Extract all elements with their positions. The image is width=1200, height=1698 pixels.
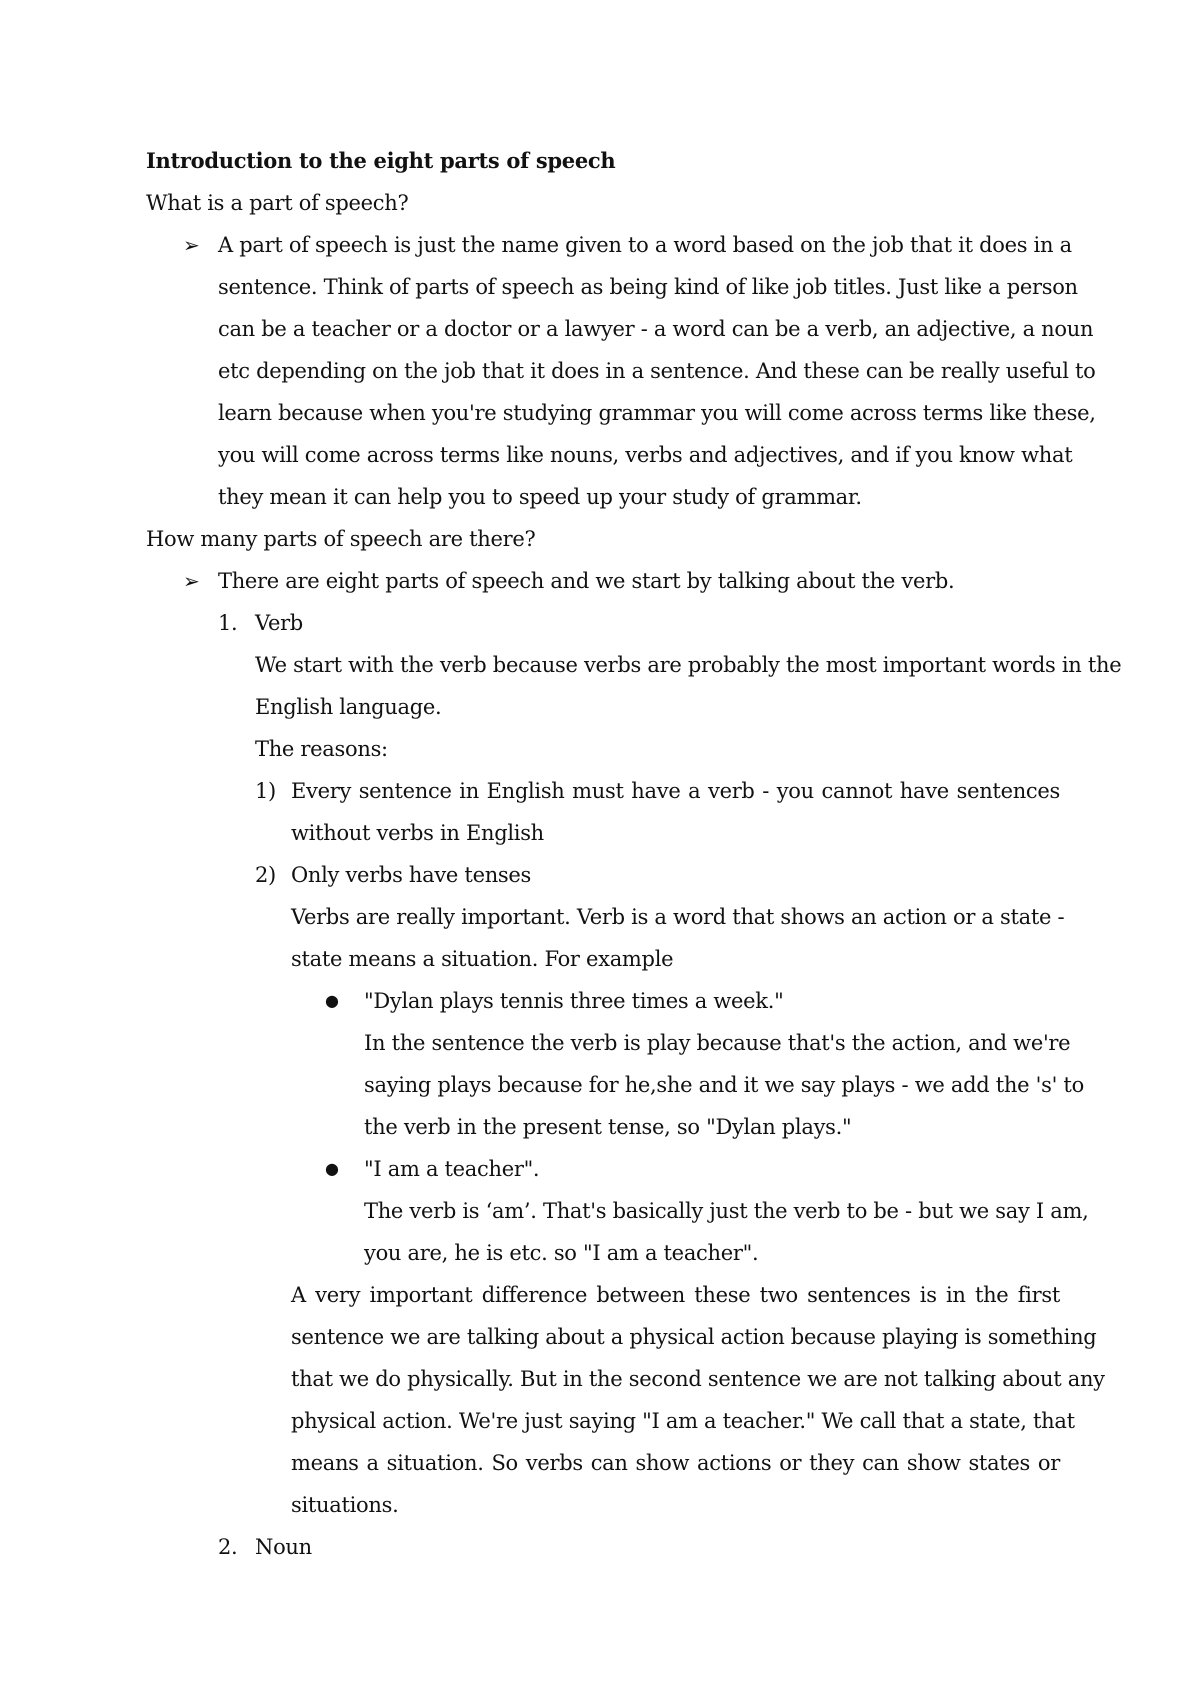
example-quote: "I am a teacher". [364,1157,540,1181]
paragraph-line: the verb in the present tense, so "Dylan plays." [364,1115,852,1139]
paragraph-line: etc depending on the job that it does in a sentence. And these can be really useful to [218,359,1096,383]
arrow-bullet-icon: ➢ [183,569,200,593]
reason-number: 1) [255,779,276,803]
paragraph-line: they mean it can help you to speed up your study of grammar. [218,485,862,509]
reasons-label: The reasons: [255,737,388,761]
paragraph-line: A very important difference between these two sentences is in the first [291,1283,1060,1307]
paragraph-line: you are, he is etc. so "I am a teacher". [364,1241,759,1265]
list-item-label: Noun [255,1535,312,1559]
document-title: Introduction to the eight parts of speech [146,148,616,173]
paragraph-line: The verb is ‘am’. That's basically just the verb to be - but we say I am, [364,1199,1089,1223]
paragraph-line: Every sentence in English must have a verb - you cannot have sentences [291,779,1060,803]
paragraph-line: without verbs in English [291,821,544,845]
list-number: 1. [218,611,238,635]
paragraph-line: We start with the verb because verbs are probably the most important words in the [255,653,1122,677]
paragraph-line: can be a teacher or a doctor or a lawyer - a word can be a verb, an adjective, a noun [218,317,1094,341]
bullet-dot-icon: ● [325,1159,339,1178]
paragraph-line: you will come across terms like nouns, verbs and adjectives, and if you know what [218,443,1073,467]
paragraph-line: state means a situation. For example [291,947,674,971]
bullet-dot-icon: ● [325,991,339,1010]
paragraph-line: sentence we are talking about a physical action because playing is something [291,1325,1097,1349]
paragraph-line: situations. [291,1493,399,1517]
paragraph-line: means a situation. So verbs can show actions or they can show states or [291,1451,1060,1475]
paragraph-line: physical action. We're just saying "I am a teacher." We call that a state, that [291,1409,1075,1433]
paragraph-line: saying plays because for he,she and it we say plays - we add the 's' to [364,1073,1084,1097]
paragraph-line: A part of speech is just the name given to a word based on the job that it does in a [218,233,1072,257]
list-number: 2. [218,1535,238,1559]
arrow-bullet-icon: ➢ [183,233,200,257]
reason-label: Only verbs have tenses [291,863,532,887]
question-how-many-parts: How many parts of speech are there? [146,527,536,551]
list-item-label: Verb [255,611,303,635]
paragraph-line: that we do physically. But in the second sentence we are not talking about any [291,1367,1105,1391]
reason-number: 2) [255,863,276,887]
paragraph-line: In the sentence the verb is play because that's the action, and we're [364,1031,1071,1055]
question-what-is-part-of-speech: What is a part of speech? [146,191,409,215]
paragraph-line: sentence. Think of parts of speech as being kind of like job titles. Just like a person [218,275,1078,299]
paragraph-line: learn because when you're studying grammar you will come across terms like these, [218,401,1096,425]
paragraph-line: English language. [255,695,442,719]
example-quote: "Dylan plays tennis three times a week." [364,989,784,1013]
paragraph-line: Verbs are really important. Verb is a word that shows an action or a state - [291,905,1065,929]
answer-paragraph-2: There are eight parts of speech and we start by talking about the verb. [218,569,955,593]
